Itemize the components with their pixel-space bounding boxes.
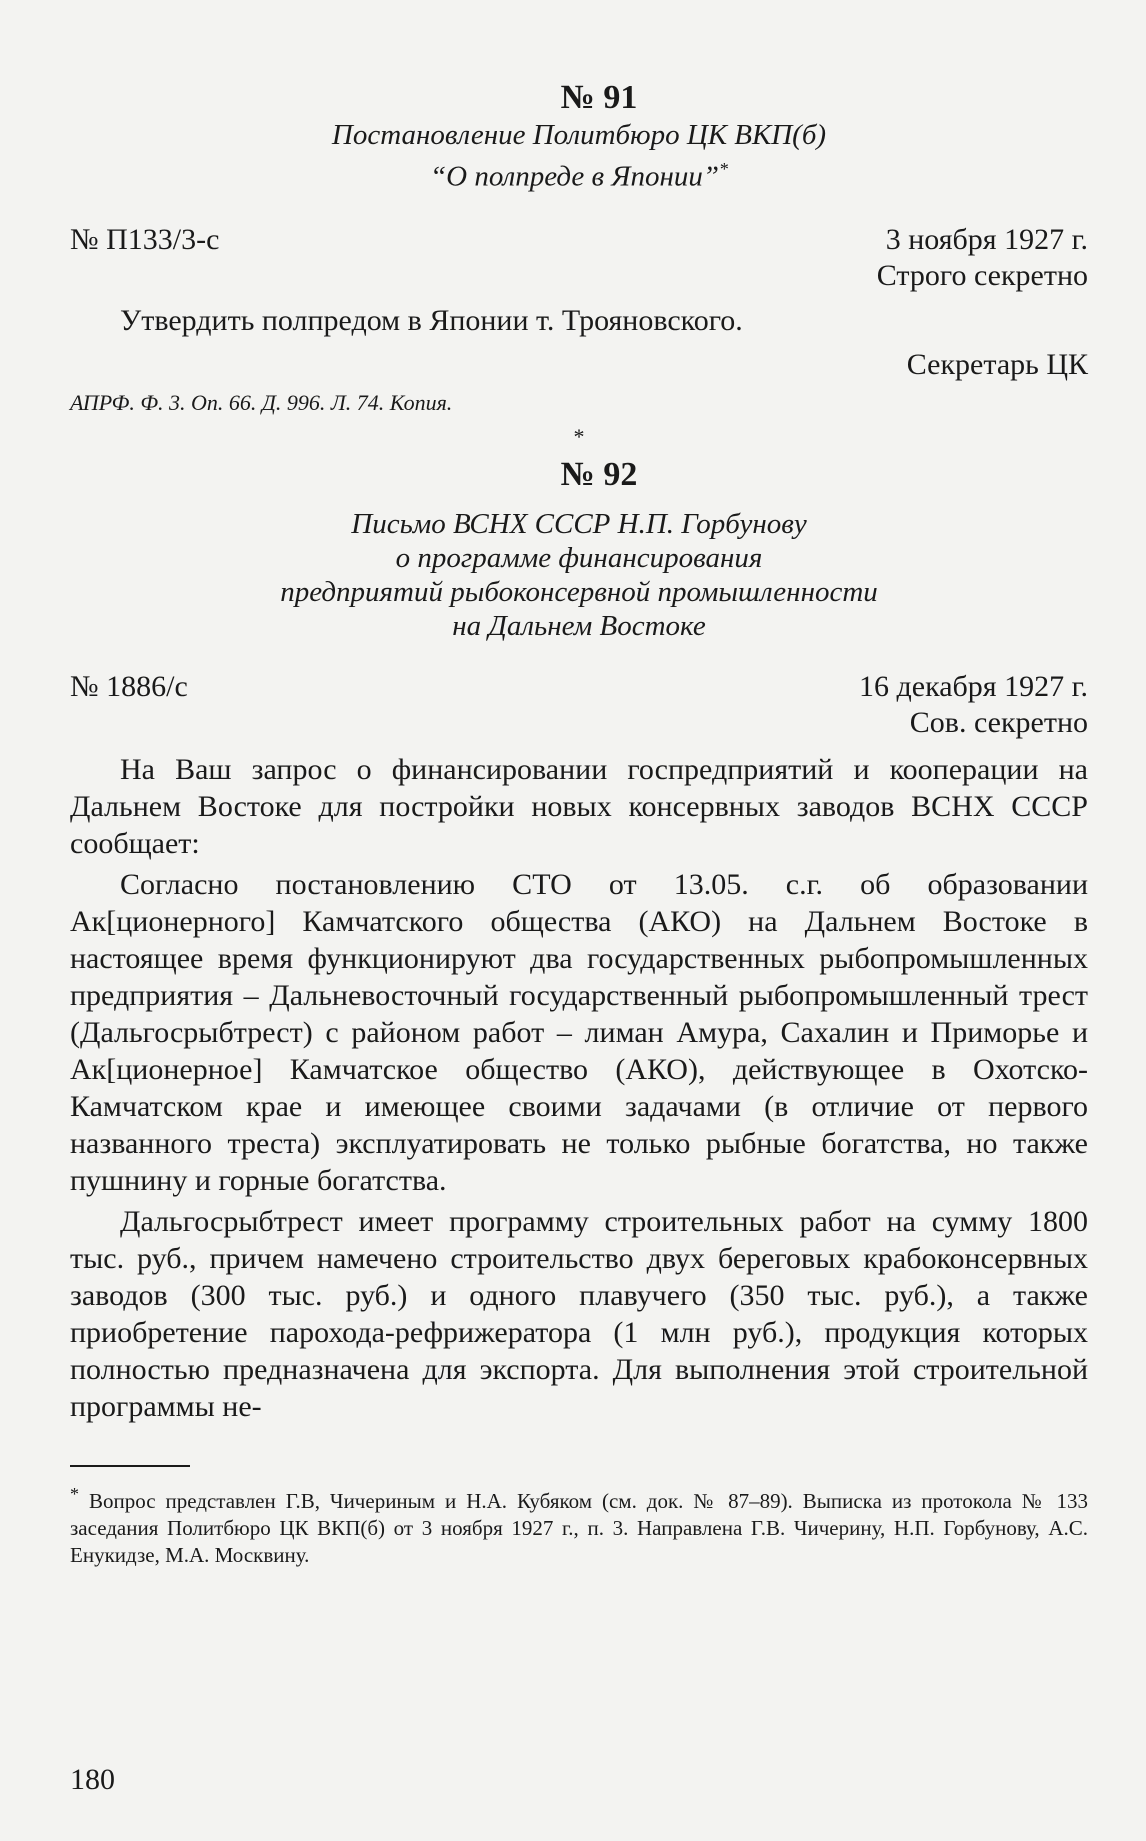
footnote-text: Вопрос представлен Г.В, Чичериным и Н.А. Кубяком (см. док. № 87–89). Выписка из протокола № 133 заседания Политбюро ЦК ВКП(б) от 3 ноября 1927 г., п. 3. Направлена Г.В. Чичерину, Н.П. Горбунову, А.С. Енукидзе, М.А. Москвину. [70, 1488, 1089, 1567]
doc91-source: АПРФ. Ф. 3. Оп. 66. Д. 996. Л. 74. Копия. [70, 389, 453, 415]
doc91-title-text: “О полпреде в Японии” [430, 160, 719, 193]
separator-star: * [573, 423, 585, 449]
doc92-secrecy: Сов. секретно [909, 705, 1088, 739]
doc91-secrecy: Строго секретно [876, 258, 1088, 292]
doc92-reg-number: № 1886/с [70, 669, 188, 703]
doc91-title-line2 [70, 152, 1088, 194]
doc92-title-line3: предприятий рыбоконсервной промышленности [280, 575, 878, 608]
doc92-paragraph-1: На Ваш запрос о финансировании госпредприятий и кооперации на Дальнем Востоке для постройки новых консервных заводов ВСНХ СССР сообщает: [70, 752, 1088, 860]
doc91-footnote-mark[interactable]: * [718, 159, 728, 179]
doc92-title-line2: о программе финансирования [395, 541, 763, 574]
doc92-title-line1: Письмо ВСНХ СССР Н.П. Горбунову [351, 507, 807, 540]
page-number: 180 [70, 1763, 115, 1796]
doc92-meta-row [70, 669, 1088, 705]
doc92-number: № 92 [560, 455, 638, 493]
doc91-reg-number: № П133/3-с [70, 222, 220, 256]
doc91-date: 3 ноября 1927 г. [885, 222, 1088, 256]
doc91-number: № 91 [560, 79, 638, 116]
document-page [70, 78, 1088, 1569]
doc92-title-line4: на Дальнем Востоке [452, 609, 706, 642]
doc92-date: 16 декабря 1927 г. [859, 669, 1088, 703]
doc91-meta-row [70, 222, 1088, 258]
footnote-mark: * [70, 1483, 79, 1504]
doc92-paragraph-3: Дальгосрыбтрест имеет программу строительных работ на сумму 1800 тыс. руб., причем намечено строительство двух береговых крабоконсервных заводов (300 тыс. руб.) и одного плавучего (350 тыс. руб.), а также приобретение парохода-рефрижератора (1 млн руб.), продукция которых полностью предназначена для экспорта. Для выполнения этой строительной программы не- [70, 1204, 1088, 1423]
footnote-divider [70, 1465, 190, 1467]
doc91-body: Утвердить полпредом в Японии т. Трояновского. [120, 303, 743, 337]
doc92-paragraph-2: Согласно постановлению СТО от 13.05. с.г. об образовании Ак[ционерного] Камчатского общества (АКО) на Дальнем Востоке в настоящее время функционируют два государственных рыбопромышленных предприятия – Дальневосточный государственный рыбопромышленный трест (Дальгосрыбтрест) с районом работ – лиман Амура, Сахалин и Приморье и Ак[ционерное] Камчатское общество (АКО), действующее в Охотско-Камчатском крае и имеющее своими задачами (в отличие от первого названного треста) эксплуатировать не только рыбные богатства, но также пушнину и горные богатства. [70, 867, 1088, 1197]
doc91-title-line1: Постановление Политбюро ЦК ВКП(б) [331, 119, 827, 151]
footnote [70, 1481, 1088, 1569]
doc91-signature: Секретарь ЦК [906, 347, 1088, 381]
